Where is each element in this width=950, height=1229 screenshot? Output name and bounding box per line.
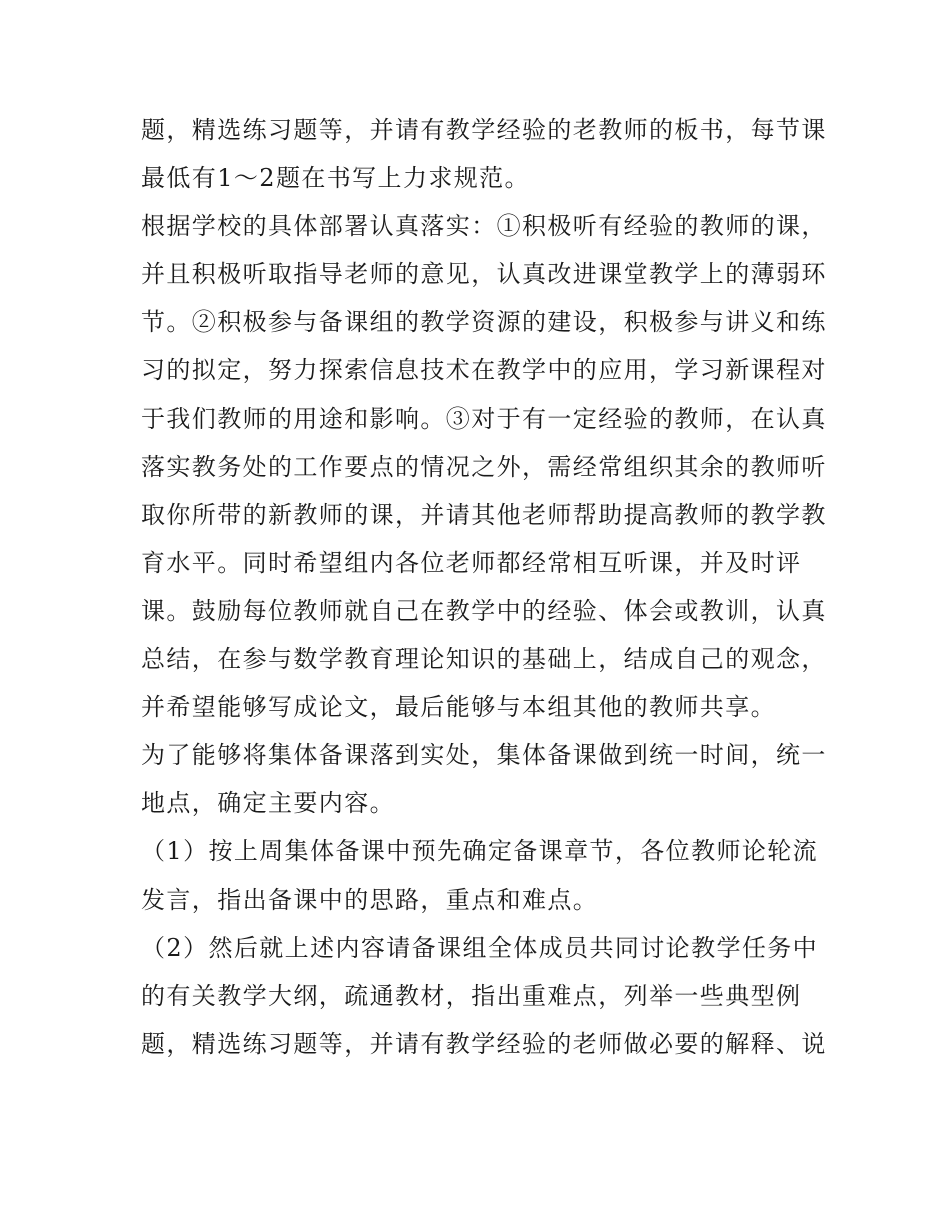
text-line: 育水平。同时希望组内各位老师都经常相互听课，并及时评 bbox=[141, 548, 802, 577]
paragraph-implementation bbox=[141, 202, 827, 731]
text-line: 的有关教学大纲，疏通教材，指出重难点，列举一些典型例 bbox=[141, 981, 802, 1010]
text-line: 取你所带的新教师的课，并请其他老师帮助提高教师的教学教 bbox=[141, 500, 827, 529]
text-line: （1）按上周集体备课中预先确定备课章节，各位教师论轮流 bbox=[141, 837, 819, 866]
text-line: 地点，确定主要内容。 bbox=[141, 789, 395, 818]
text-line: 并且积极听取指导老师的意见，认真改进课堂教学上的薄弱环 bbox=[141, 260, 827, 289]
text-line: 节。②积极参与备课组的教学资源的建设，积极参与讲义和练 bbox=[141, 308, 827, 337]
paragraph-continuation bbox=[141, 106, 827, 202]
paragraph-step-2 bbox=[141, 924, 827, 1068]
document-page bbox=[141, 106, 827, 1068]
text-line: 最低有1～2题在书写上力求规范。 bbox=[141, 164, 530, 193]
text-line: 习的拟定，努力探索信息技术在教学中的应用，学习新课程对 bbox=[141, 356, 827, 385]
text-line: 为了能够将集体备课落到实处，集体备课做到统一时间，统一 bbox=[141, 741, 827, 770]
text-line: 于我们教师的用途和影响。③对于有一定经验的教师，在认真 bbox=[141, 404, 827, 433]
text-line: 课。鼓励每位教师就自己在教学中的经验、体会或教训，认真 bbox=[141, 596, 827, 625]
text-line: 发言，指出备课中的思路，重点和难点。 bbox=[141, 885, 599, 914]
text-line: 总结，在参与数学教育理论知识的基础上，结成自己的观念， bbox=[141, 645, 827, 674]
text-line: （2）然后就上述内容请备课组全体成员共同讨论教学任务中 bbox=[141, 933, 819, 962]
paragraph-step-1 bbox=[141, 827, 821, 923]
text-line: 并希望能够写成论文，最后能够与本组其他的教师共享。 bbox=[141, 693, 776, 722]
text-line: 题，精选练习题等，并请有教学经验的老师做必要的解释、说 bbox=[141, 1029, 827, 1058]
text-line: 落实教务处的工作要点的情况之外，需经常组织其余的教师听 bbox=[141, 452, 827, 481]
text-line: 题，精选练习题等，并请有教学经验的老教师的板书，每节课 bbox=[141, 116, 827, 144]
text-line: 根据学校的具体部署认真落实：①积极听有经验的教师的课， bbox=[141, 212, 827, 241]
paragraph-collective-prep bbox=[141, 731, 827, 827]
